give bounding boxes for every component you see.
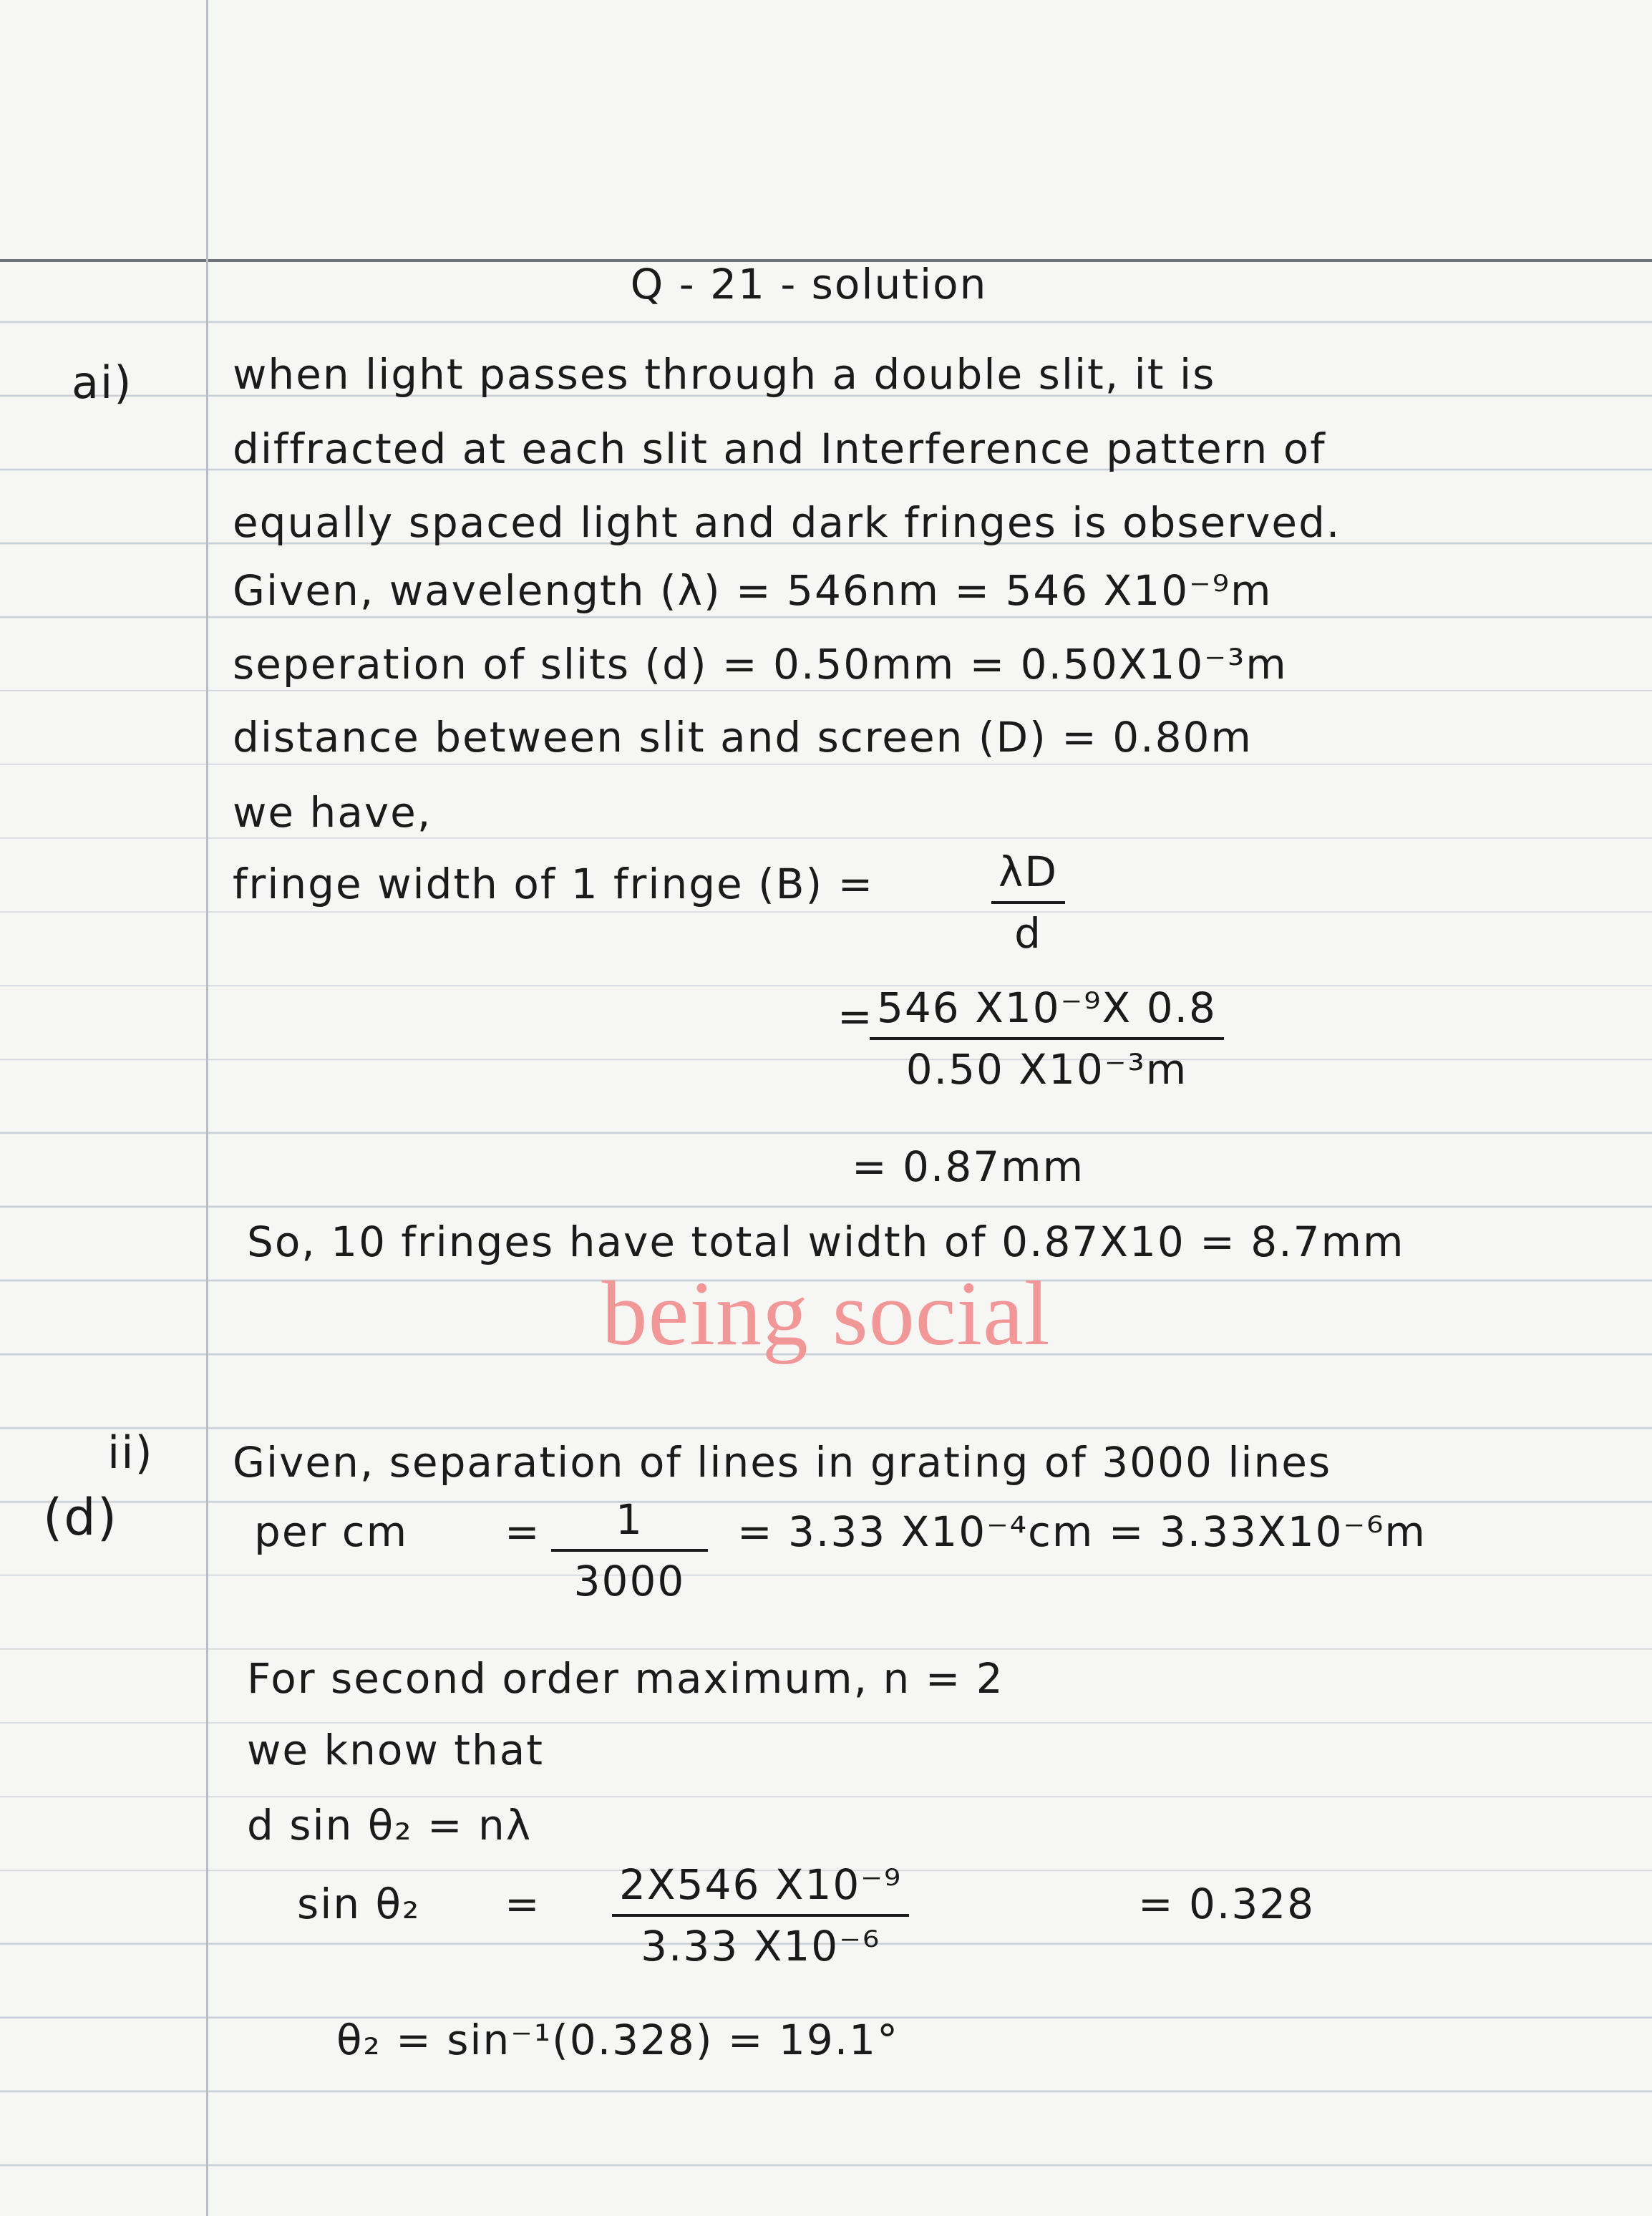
sin-theta-fraction: [612, 1861, 909, 1970]
part-b-label: ii): [107, 1427, 154, 1479]
grating-fraction: [551, 1496, 708, 1605]
solution-title: Q - 21 - solution: [630, 260, 988, 308]
second-order-line: For second order maximum, n = 2: [247, 1654, 1004, 1703]
part-b-sublabel: (d): [43, 1488, 119, 1547]
fringe-width-result: = 0.87mm: [852, 1142, 1085, 1191]
theta-result-line: θ₂ = sin⁻¹(0.328) = 19.1°: [336, 2016, 900, 2064]
sin-theta-equals: =: [505, 1880, 541, 1928]
grating-numerator: 1: [551, 1496, 708, 1552]
fringe-width-label: fringe width of 1 fringe (B) =: [233, 860, 875, 908]
part-a-line-2: diffracted at each slit and Interference pattern of: [233, 424, 1326, 473]
fringe-width-calculation: [870, 984, 1224, 1093]
total-width-conclusion: So, 10 fringes have total width of 0.87X10 = 8.7mm: [247, 1218, 1405, 1266]
given-wavelength: Given, wavelength (λ) = 546nm = 546 X10⁻⁹m: [233, 566, 1273, 615]
calc-numerator: 546 X10⁻⁹X 0.8: [870, 984, 1224, 1040]
fringe-width-formula: [991, 848, 1065, 957]
we-know-line: we know that: [247, 1726, 545, 1774]
per-cm-equals: =: [505, 1507, 541, 1556]
calc-equals: =: [837, 992, 874, 1041]
watermark-text: being social: [601, 1263, 1051, 1364]
grating-spacing-value: = 3.33 X10⁻⁴cm = 3.33X10⁻⁶m: [737, 1507, 1427, 1556]
part-a-label: ai): [72, 356, 133, 409]
given-slit-separation: seperation of slits (d) = 0.50mm = 0.50X10⁻³m: [233, 640, 1288, 689]
page-top-blank: [0, 0, 1652, 258]
part-a-line-3: equally spaced light and dark fringes is observed.: [233, 498, 1341, 547]
part-a-line-1: when light passes through a double slit, it is: [233, 350, 1216, 399]
sin-theta-result: = 0.328: [1138, 1880, 1316, 1928]
grating-denominator: 3000: [573, 1557, 686, 1605]
formula-denominator: d: [1014, 909, 1042, 958]
we-have-line: we have,: [233, 788, 432, 837]
per-cm-text: per cm: [254, 1507, 409, 1556]
calc-denominator: 0.50 X10⁻³m: [905, 1045, 1188, 1094]
grating-given-line: Given, separation of lines in grating of 3000 lines: [233, 1438, 1332, 1487]
given-screen-distance: distance between slit and screen (D) = 0.80m: [233, 713, 1253, 762]
grating-equation: d sin θ₂ = nλ: [247, 1801, 533, 1850]
sin-theta-label: sin θ₂: [297, 1880, 421, 1928]
formula-numerator: λD: [991, 848, 1065, 904]
sin-denominator: 3.33 X10⁻⁶: [641, 1922, 881, 1970]
margin-rule: [206, 0, 208, 2216]
sin-numerator: 2X546 X10⁻⁹: [612, 1861, 909, 1917]
